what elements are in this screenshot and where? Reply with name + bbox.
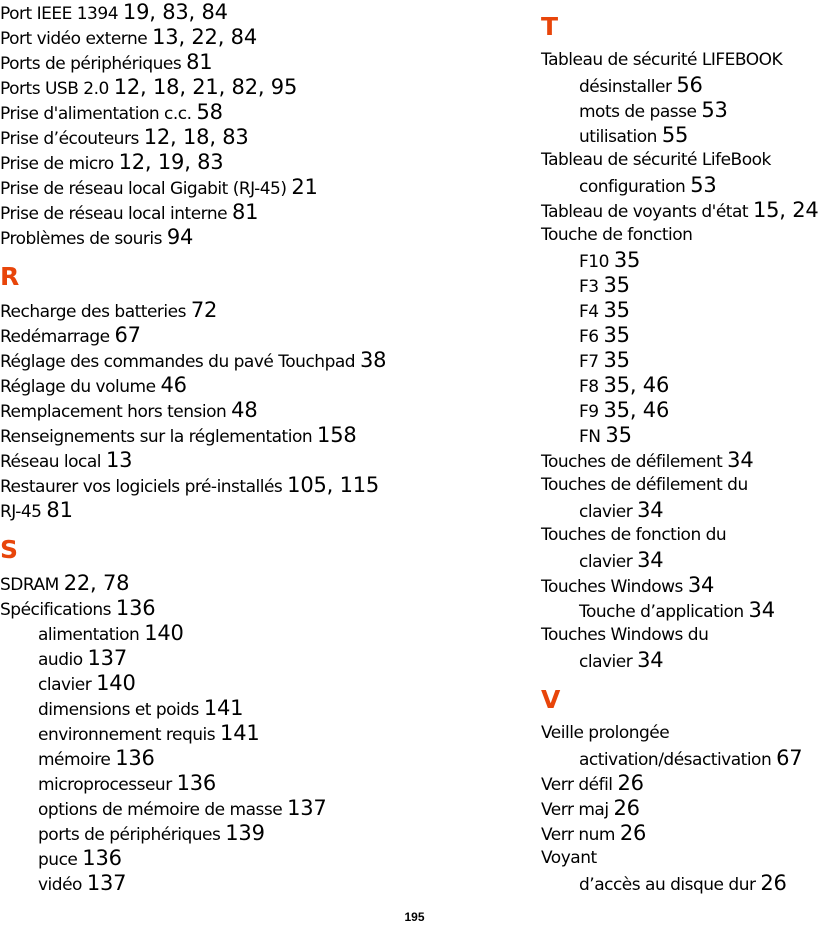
index-term: Spécifications (0, 600, 112, 620)
index-term: Renseignements sur la réglementation (0, 427, 313, 447)
page-references[interactable]: 21 (291, 175, 318, 199)
index-term: Touches de défilement du (541, 475, 748, 495)
index-subentry (541, 598, 829, 623)
page-references[interactable]: 35 (603, 323, 630, 347)
page-references[interactable]: 13 (105, 448, 133, 472)
page-references[interactable]: 140 (144, 621, 184, 645)
index-entry (541, 198, 829, 223)
index-term: activation/désactivation (579, 750, 772, 770)
index-subentry (0, 721, 500, 746)
page-references[interactable]: 35, 46 (603, 373, 670, 397)
page-references[interactable]: 67 (114, 323, 141, 347)
page-references[interactable]: 34 (637, 548, 664, 572)
index-entry (0, 225, 500, 250)
index-entry (0, 398, 500, 423)
index-term: Touches de défilement (541, 452, 723, 472)
index-term: clavier (38, 675, 92, 695)
page-references[interactable]: 67 (776, 746, 803, 770)
page-references[interactable]: 34 (637, 498, 664, 522)
index-entry (541, 623, 829, 648)
page-references[interactable]: 48 (231, 398, 258, 422)
index-subentry (541, 173, 829, 198)
index-term: Verr maj (541, 800, 609, 820)
index-entry (541, 48, 829, 73)
index-subentry (541, 373, 829, 398)
section-letter-v: V (541, 685, 561, 714)
index-term: Restaurer vos logiciels pré-installés (0, 477, 283, 497)
index-term: F9 (579, 402, 599, 422)
page-references[interactable]: 38 (359, 348, 387, 372)
index-entry (0, 175, 500, 200)
index-term: Prise de micro (0, 154, 114, 174)
index-entry (0, 473, 500, 498)
index-subentry (0, 771, 500, 796)
index-entry (0, 100, 500, 125)
index-entry (0, 348, 500, 373)
page-references[interactable]: 12, 18, 83 (143, 125, 249, 149)
page-references[interactable]: 34 (637, 648, 664, 672)
index-term: désinstaller (579, 77, 672, 97)
index-term: Ports USB 2.0 (0, 79, 109, 99)
index-term: vidéo (38, 875, 82, 895)
index-term: F6 (579, 327, 599, 347)
page-references[interactable]: 137 (87, 646, 127, 670)
index-term: Ports de périphériques (0, 54, 182, 74)
page-references[interactable]: 26 (617, 771, 644, 795)
index-entry (541, 648, 829, 673)
page-references[interactable]: 26 (760, 871, 787, 895)
index-entry (0, 125, 500, 150)
index-term: Réglage des commandes du pavé Touchpad (0, 352, 356, 372)
index-term: Touche de fonction (541, 225, 693, 245)
index-entry (541, 148, 829, 173)
index-subentry (541, 746, 829, 771)
index-entry (0, 50, 500, 75)
index-entry (0, 298, 500, 323)
index-term: Prise de réseau local Gigabit (RJ-45) (0, 179, 287, 199)
page-references[interactable]: 136 (176, 771, 217, 795)
page-references[interactable]: 34 (687, 573, 715, 597)
index-term: Tableau de voyants d'état (541, 202, 749, 222)
index-subentry (0, 671, 500, 696)
page-references[interactable]: 136 (115, 746, 155, 770)
index-term: ports de périphériques (38, 825, 221, 845)
index-entry (0, 200, 500, 225)
index-term: Remplacement hors tension (0, 402, 227, 422)
index-entry (541, 498, 829, 523)
index-term: microprocesseur (38, 775, 172, 795)
page-references[interactable]: 72 (190, 298, 218, 322)
index-term: Veille prolongée (541, 723, 670, 743)
index-term: Verr défil (541, 775, 613, 795)
page-references[interactable]: 12, 18, 21, 82, 95 (113, 75, 298, 99)
index-term: RJ-45 (0, 502, 42, 522)
index-entry (541, 523, 829, 548)
page-references[interactable]: 26 (619, 821, 647, 845)
page-references[interactable]: 35 (605, 423, 632, 447)
index-term: dimensions et poids (38, 700, 199, 720)
index-term: Réseau local (0, 452, 102, 472)
page-references[interactable]: 53 (701, 98, 728, 122)
index-term: Redémarrage (0, 327, 110, 347)
section-letter-r: R (0, 262, 20, 291)
index-term: environnement requis (38, 725, 216, 745)
index-term: SDRAM (0, 575, 59, 595)
page-references[interactable]: 137 (86, 871, 127, 895)
index-entry (541, 796, 829, 821)
index-subentry (0, 796, 500, 821)
index-entry (541, 448, 829, 473)
index-entry (0, 498, 500, 523)
index-entry (0, 323, 500, 348)
index-entry (541, 223, 829, 248)
index-term: Prise de réseau local interne (0, 204, 228, 224)
index-subentry (0, 846, 500, 871)
page-references[interactable]: 35 (603, 298, 630, 322)
index-entry (0, 423, 500, 448)
index-term: mémoire (38, 750, 111, 770)
index-term: clavier (579, 552, 633, 572)
index-subentry (0, 871, 500, 896)
index-term: Tableau de sécurité LIFEBOOK (541, 50, 783, 70)
index-entry (0, 596, 500, 621)
index-entry (0, 0, 500, 25)
index-term: Touches Windows (541, 577, 683, 597)
index-subentry (541, 73, 829, 98)
index-subentry (541, 273, 829, 298)
index-term: options de mémoire de masse (38, 800, 283, 820)
index-term: alimentation (38, 625, 140, 645)
page-references[interactable]: 35, 46 (603, 398, 670, 422)
index-entry (541, 548, 829, 573)
index-term: Tableau de sécurité LifeBook (541, 150, 771, 170)
index-entry (0, 25, 500, 50)
index-term: F7 (579, 352, 599, 372)
page-references[interactable]: 81 (46, 498, 73, 522)
page-references[interactable]: 19, 83, 84 (122, 0, 228, 24)
page-references[interactable]: 139 (225, 821, 265, 845)
section-letter-t: T (541, 12, 559, 41)
page-references[interactable]: 34 (748, 598, 775, 622)
index-term: Voyant (541, 848, 597, 868)
index-term: Verr num (541, 825, 615, 845)
index-entry (541, 573, 829, 598)
index-term: Touche d’application (579, 602, 744, 622)
page-references[interactable]: 136 (115, 596, 156, 620)
index-term: mots de passe (579, 102, 697, 122)
index-entry (0, 373, 500, 398)
page-number: 195 (404, 910, 425, 924)
index-term: Prise d’écouteurs (0, 129, 139, 149)
index-term: clavier (579, 502, 633, 522)
index-entry (0, 571, 500, 596)
index-subentry (541, 398, 829, 423)
index-term: F10 (579, 252, 609, 272)
page-references[interactable]: 137 (287, 796, 327, 820)
index-term: Port vidéo externe (0, 29, 148, 49)
index-term: Réglage du volume (0, 377, 156, 397)
page-references[interactable]: 26 (613, 796, 640, 820)
page-references[interactable]: 141 (220, 721, 260, 745)
index-term: Touches de fonction du (541, 525, 727, 545)
index-entry (0, 448, 500, 473)
index-column-right (541, 0, 829, 896)
page-references[interactable]: 35 (613, 248, 641, 272)
index-subentry (541, 871, 829, 896)
page-references[interactable]: 105, 115 (287, 473, 380, 497)
index-subentry (541, 348, 829, 373)
index-subentry (541, 248, 829, 273)
index-subentry (0, 821, 500, 846)
index-subentry (541, 323, 829, 348)
page-references[interactable]: 22, 78 (63, 571, 130, 595)
page-references[interactable]: 94 (166, 225, 194, 249)
index-term: Port IEEE 1394 (0, 4, 119, 24)
index-term: puce (38, 850, 78, 870)
index-term: F3 (579, 277, 599, 297)
index-entry (541, 721, 829, 746)
page-references[interactable]: 56 (676, 73, 703, 97)
index-term: Touches Windows du (541, 625, 709, 645)
section-letter-s: S (0, 535, 19, 564)
page-references[interactable]: 34 (727, 448, 754, 472)
page-references[interactable]: 35 (603, 348, 630, 372)
index-term: clavier (579, 652, 633, 672)
index-subentry (541, 98, 829, 123)
page-references[interactable]: 15, 24 (752, 198, 819, 222)
index-term: F4 (579, 302, 599, 322)
index-subentry (0, 746, 500, 771)
page-references[interactable]: 136 (82, 846, 122, 870)
page-references[interactable]: 141 (203, 696, 244, 720)
page-references[interactable]: 81 (232, 200, 259, 224)
index-term: configuration (579, 177, 686, 197)
index-subentry (541, 123, 829, 148)
index-entry (0, 75, 500, 100)
page-references[interactable]: 13, 22, 84 (152, 25, 257, 49)
index-term: Recharge des batteries (0, 302, 186, 322)
index-term: audio (38, 650, 83, 670)
index-entry (541, 846, 829, 871)
page-references[interactable]: 53 (690, 173, 717, 197)
page-references[interactable]: 140 (96, 671, 136, 695)
index-term: Prise d'alimentation c.c. (0, 104, 192, 124)
index-term: d’accès au disque dur (579, 875, 756, 895)
index-term: FN (579, 427, 601, 447)
page-references[interactable]: 46 (160, 373, 187, 397)
index-entry (541, 771, 829, 796)
index-term: F8 (579, 377, 599, 397)
index-subentry (541, 298, 829, 323)
page-references[interactable]: 158 (317, 423, 357, 447)
page-references[interactable]: 35 (603, 273, 630, 297)
page-references[interactable]: 58 (196, 100, 223, 124)
page-references[interactable]: 55 (661, 123, 689, 147)
index-subentry (0, 621, 500, 646)
index-entry (541, 473, 829, 498)
index-term: utilisation (579, 127, 657, 147)
index-subentry (541, 423, 829, 448)
index-entry (541, 821, 829, 846)
index-subentry (0, 646, 500, 671)
index-subentry (0, 696, 500, 721)
index-entry (0, 150, 500, 175)
index-term: Problèmes de souris (0, 229, 162, 249)
page-references[interactable]: 12, 19, 83 (118, 150, 224, 174)
page-references[interactable]: 81 (186, 50, 213, 74)
